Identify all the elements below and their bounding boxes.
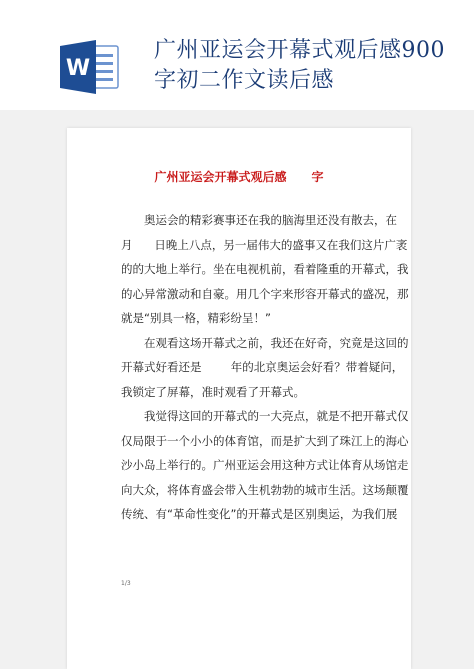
text-line: 在观看这场开幕式之前，我还在好奇，究竟是这回的 (144, 335, 409, 350)
text-line: 就是“别具一格，精彩纷呈！” (121, 311, 271, 325)
text-line: 奥运会的精彩赛事还在我的脑海里还没有散去，在 (144, 213, 397, 227)
text-line: 沙小岛上举行的。广州亚运会用这种方式让体育从场馆走 (121, 458, 409, 472)
text-line: 仅局限于一个小小的体育馆，而是扩大到了珠江上的海心 (121, 433, 409, 448)
text-line: 我觉得这回的开幕式的一大亮点，就是不把开幕式仅 (144, 409, 409, 423)
header (0, 0, 474, 110)
text-line: 的的大地上举行。坐在电视机前，看着隆重的开幕式，我 (121, 262, 409, 276)
text-line: 的心异常激动和自豪。用几个字来形容开幕式的盛况，那 (121, 286, 409, 301)
document-body (121, 208, 409, 527)
document-title: 广州亚运会开幕式观后感 字 (154, 170, 324, 184)
text-line: 向大众，将体育盛会带入生机勃勃的城市生活。这场颠覆 (121, 482, 409, 497)
svg-text:W: W (65, 56, 91, 81)
page-number: 1/3 (121, 580, 131, 587)
text-line: 开幕式好看还是 年的北京奥运会好看？带着疑问， (121, 360, 404, 374)
document-page (67, 128, 411, 669)
text-line: 我锁定了屏幕，准时观看了开幕式。 (121, 384, 305, 399)
word-icon (58, 40, 120, 94)
page-title: 广州亚运会开幕式观后感900字初二作文读后感 (154, 38, 445, 93)
text-line: 月 日晚上八点，另一届伟大的盛事又在我们这片广袤 (121, 237, 408, 252)
text-line: 传统、有“革命性变化”的开幕式是区别奥运，为我们展 (121, 507, 398, 521)
